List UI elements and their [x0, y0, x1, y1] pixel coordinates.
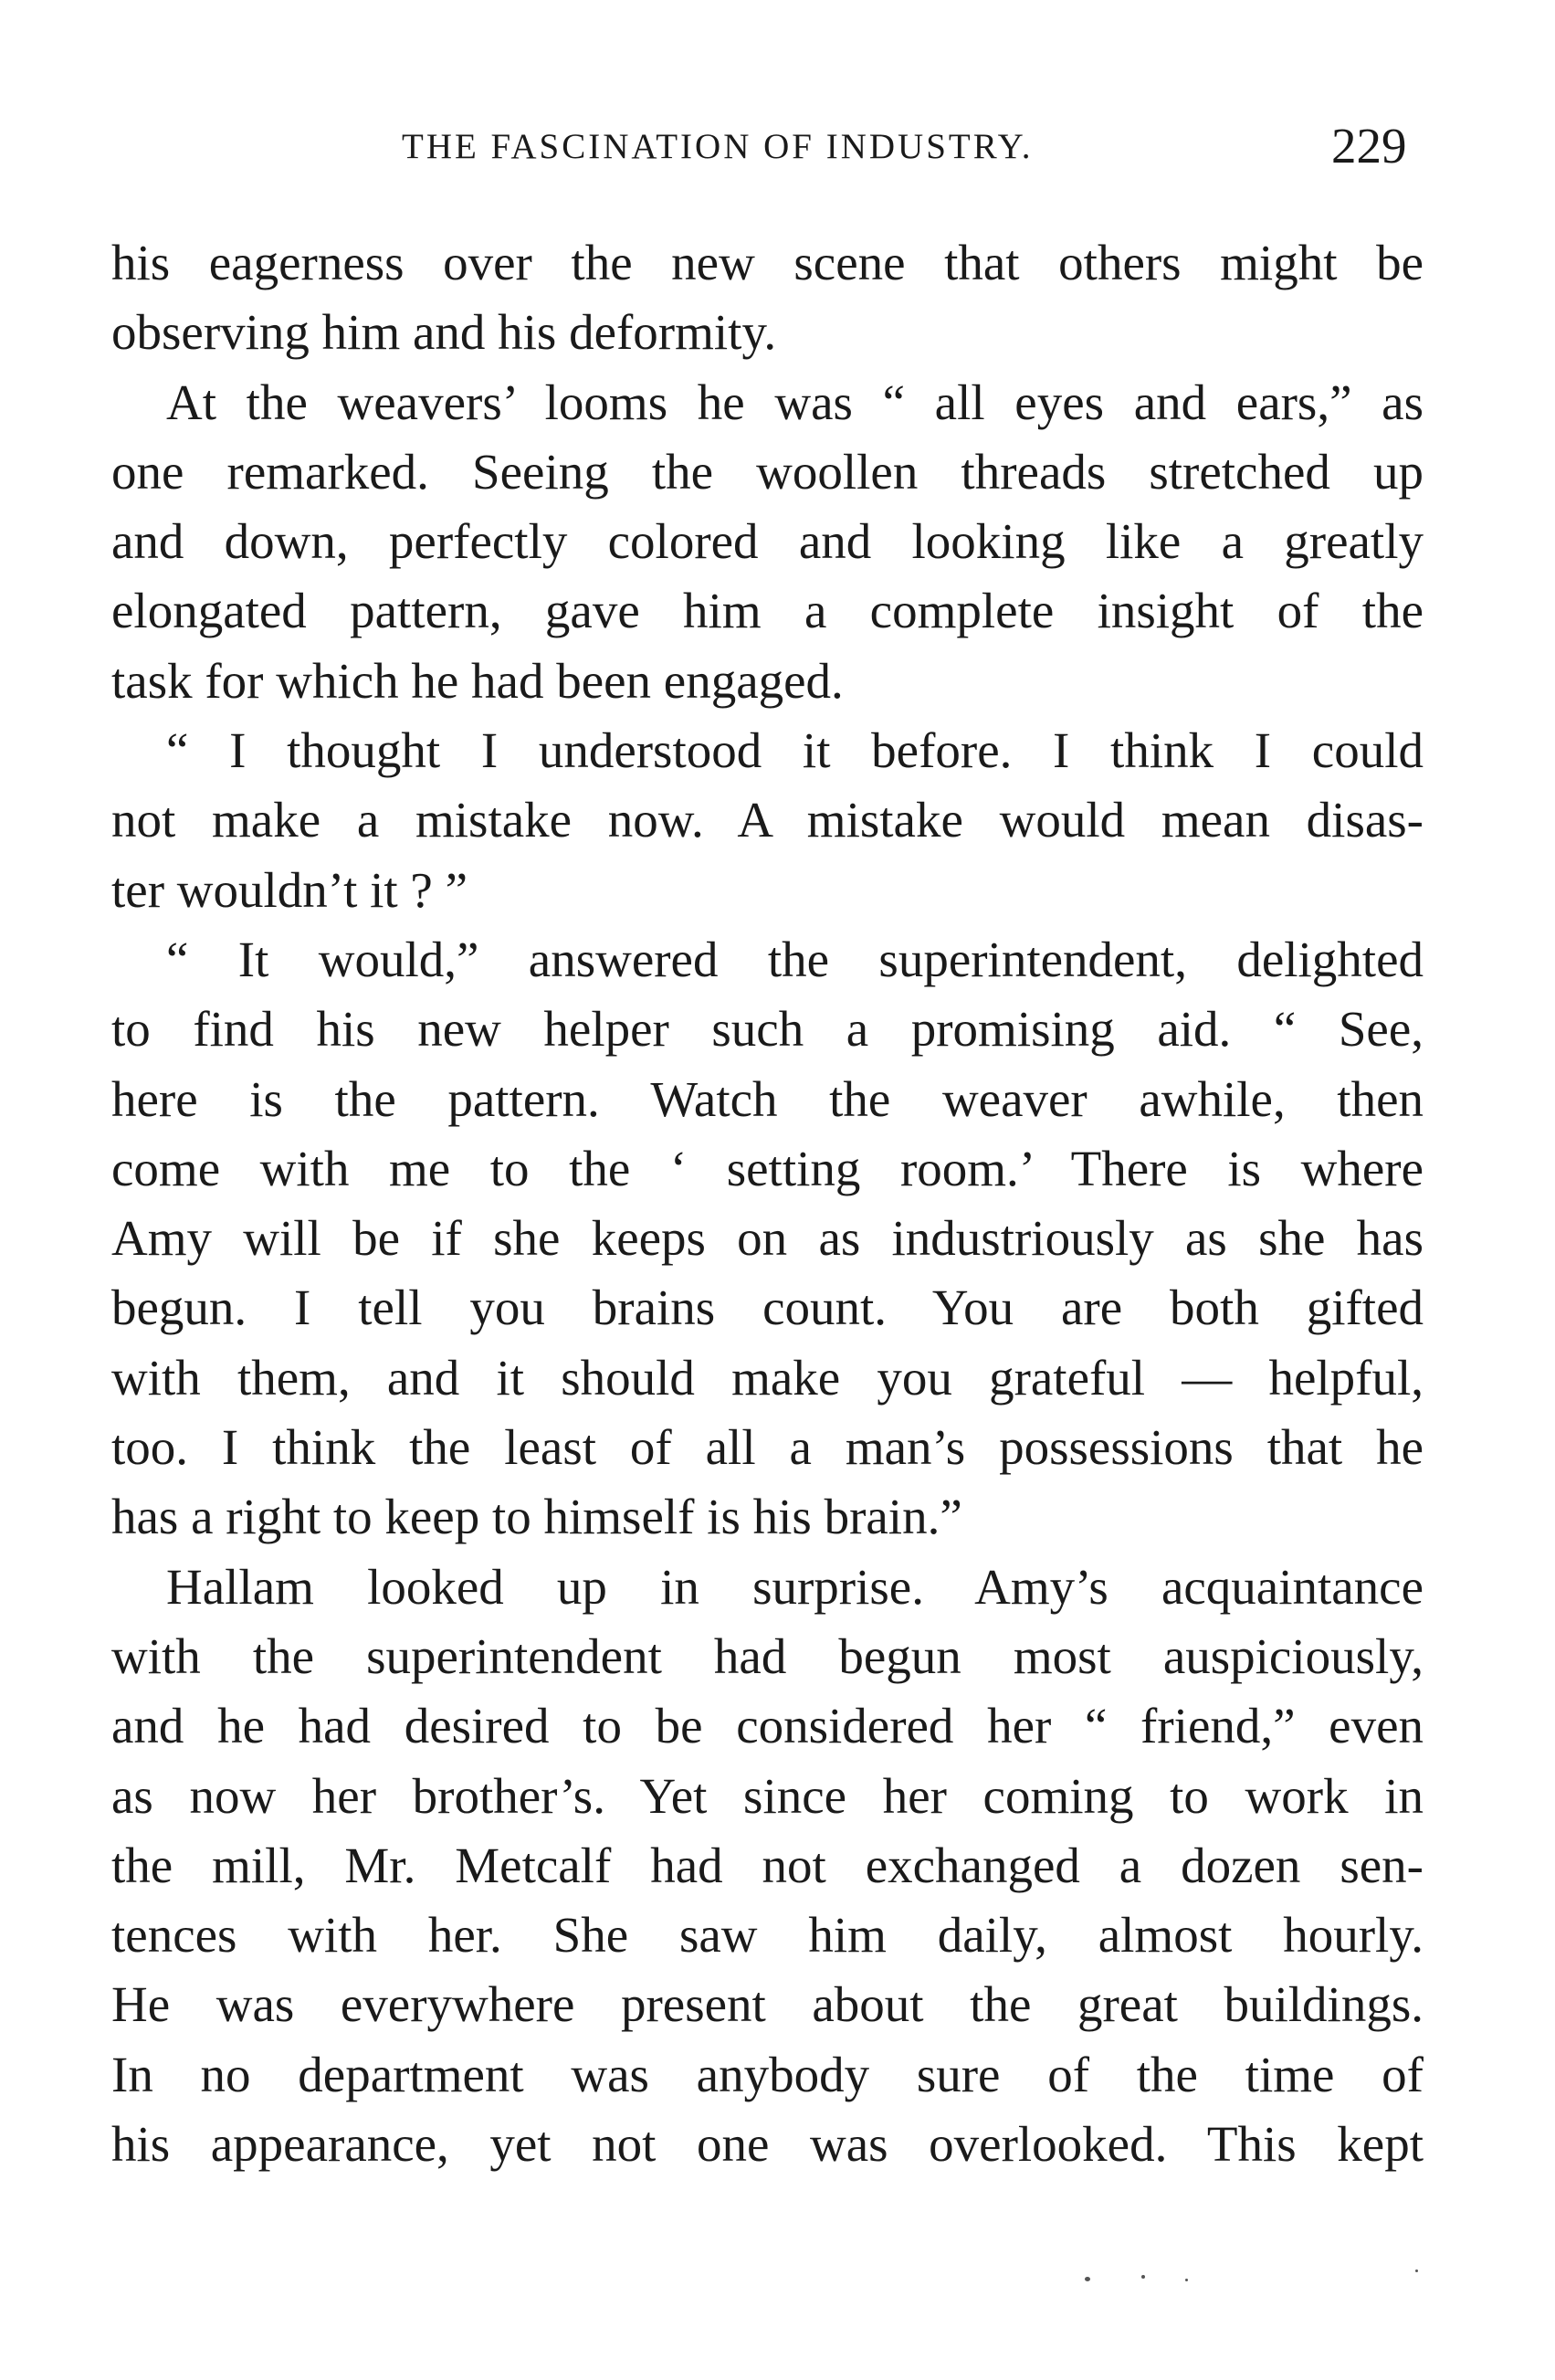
body-text: [111, 228, 1424, 2179]
page-number: 229: [1331, 118, 1407, 174]
speck-mark: [1185, 2279, 1188, 2281]
running-header: [0, 117, 1555, 181]
text-line: tences with her. She saw him daily, almost hourly.: [111, 1907, 1424, 1964]
text-line: his appearance, yet not one was overlooked. This kept: [111, 2116, 1424, 2173]
text-line: has a right to keep to himself is his brain.”: [111, 1489, 962, 1545]
text-line: with them, and it should make you grateful — helpful,: [111, 1349, 1424, 1406]
text-line: his eagerness over the new scene that others might be: [111, 235, 1424, 290]
speck-mark: [1141, 2275, 1145, 2279]
text-line: and down, perfectly colored and looking like a greatly: [111, 513, 1424, 570]
text-line: “ I thought I understood it before. I think I could: [166, 722, 1424, 779]
text-line: At the weavers’ looms he was “ all eyes and ears,” as: [166, 374, 1424, 430]
text-line: elongated pattern, gave him a complete insight of the: [111, 583, 1424, 639]
text-line: observing him and his deformity.: [111, 304, 777, 361]
text-line: not make a mistake now. A mistake would mean disas-: [111, 792, 1424, 848]
speck-mark: [1085, 2277, 1090, 2281]
text-line: ter wouldn’t it ? ”: [111, 861, 468, 918]
text-line: In no department was anybody sure of the time of: [111, 2046, 1424, 2102]
text-line: Amy will be if she keeps on as industriously as she has: [111, 1210, 1424, 1267]
text-line: too. I think the least of all a man’s possessions that he: [111, 1419, 1424, 1476]
text-line: the mill, Mr. Metcalf had not exchanged a dozen sen-: [111, 1837, 1424, 1893]
running-title: THE FASCINATION OF INDUSTRY.: [402, 127, 1034, 166]
text-line: one remarked. Seeing the woollen threads stretched up: [111, 443, 1424, 500]
text-line: and he had desired to be considered her “ friend,” even: [111, 1698, 1424, 1754]
text-line: task for which he had been engaged.: [111, 652, 844, 709]
text-line: He was everywhere present about the great buildings.: [111, 1976, 1424, 2033]
text-line: as now her brother’s. Yet since her coming to work in: [111, 1767, 1424, 1824]
paper-specks: [1077, 2269, 1424, 2288]
text-line: to find his new helper such a promising aid. “ See,: [111, 1001, 1424, 1058]
text-line: begun. I tell you brains count. You are both gifted: [111, 1280, 1424, 1336]
text-line: with the superintendent had begun most auspiciously,: [111, 1627, 1424, 1684]
text-line: here is the pattern. Watch the weaver awhile, then: [111, 1070, 1424, 1127]
text-line: Hallam looked up in surprise. Amy’s acquaintance: [166, 1558, 1424, 1615]
text-line: come with me to the ‘ setting room.’ There is where: [111, 1140, 1424, 1196]
text-line: “ It would,” answered the superintendent, delighted: [166, 931, 1424, 987]
speck-mark: [1415, 2269, 1418, 2272]
